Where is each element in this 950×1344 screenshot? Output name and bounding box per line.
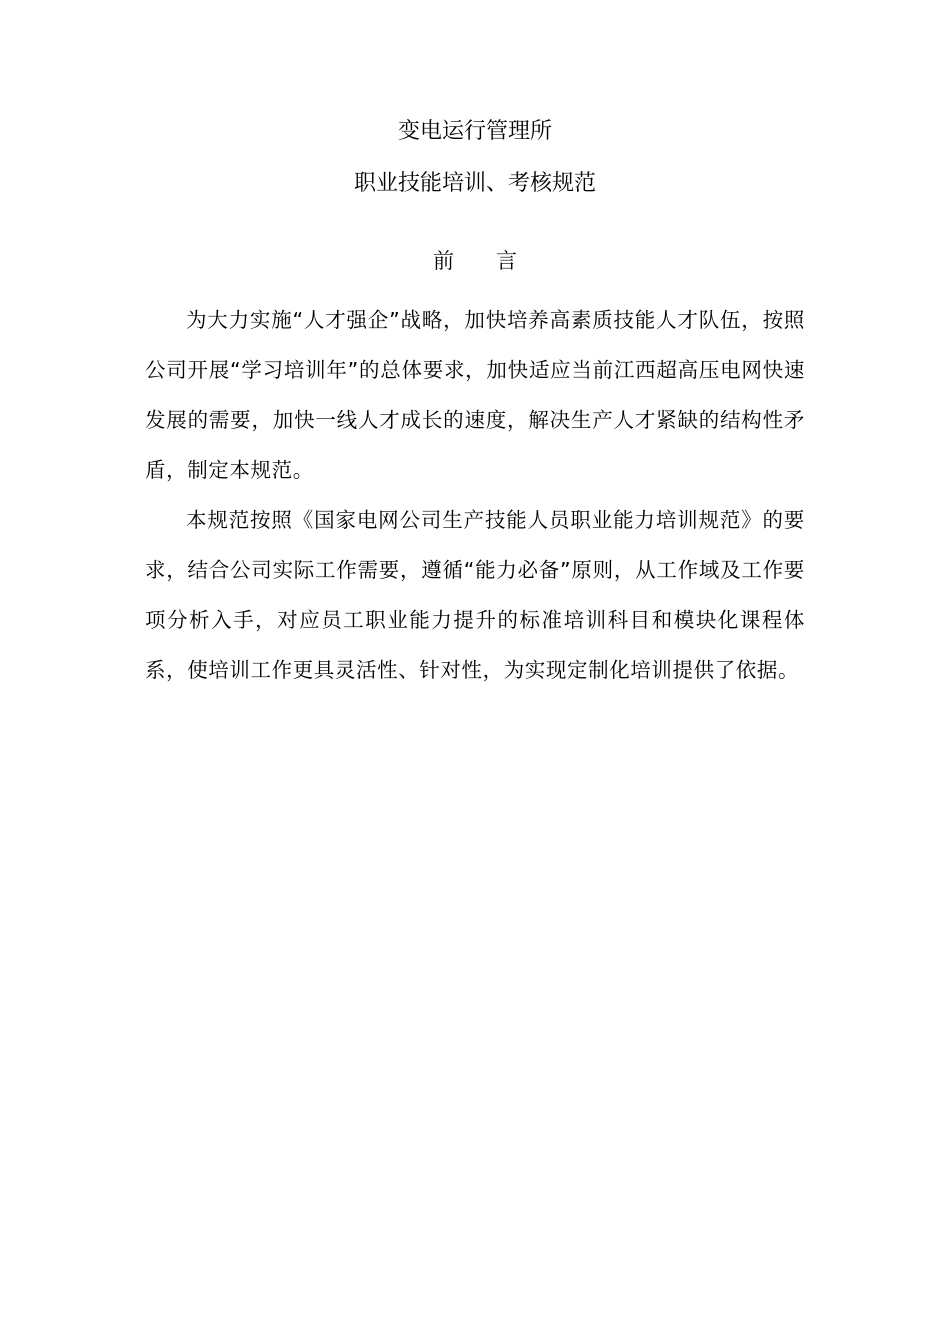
preface-body (145, 295, 805, 695)
preface-heading: 前 言 (433, 249, 517, 273)
preface-paragraph-1: 为大力实施“人才强企”战略，加快培养高素质技能人才队伍，按照公司开展“学习培训年”的总体要求，加快适应当前江西超高压电网快速发展的需要，加快一线人才成长的速度，解决生产人才紧缺的结构性矛盾，制定本规范。 (145, 308, 805, 482)
document-title-line-1: 变电运行管理所 (397, 119, 552, 144)
document-title-line-2: 职业技能培训、考核规范 (353, 171, 596, 196)
preface-paragraph-2: 本规范按照《国家电网公司生产技能人员职业能力培训规范》的要求，结合公司实际工作需要，遵循“能力必备”原则，从工作域及工作要项分析入手，对应员工职业能力提升的标准培训科目和模块化课程体系，使培训工作更具灵活性、针对性，为实现定制化培训提供了依据。 (145, 508, 805, 682)
